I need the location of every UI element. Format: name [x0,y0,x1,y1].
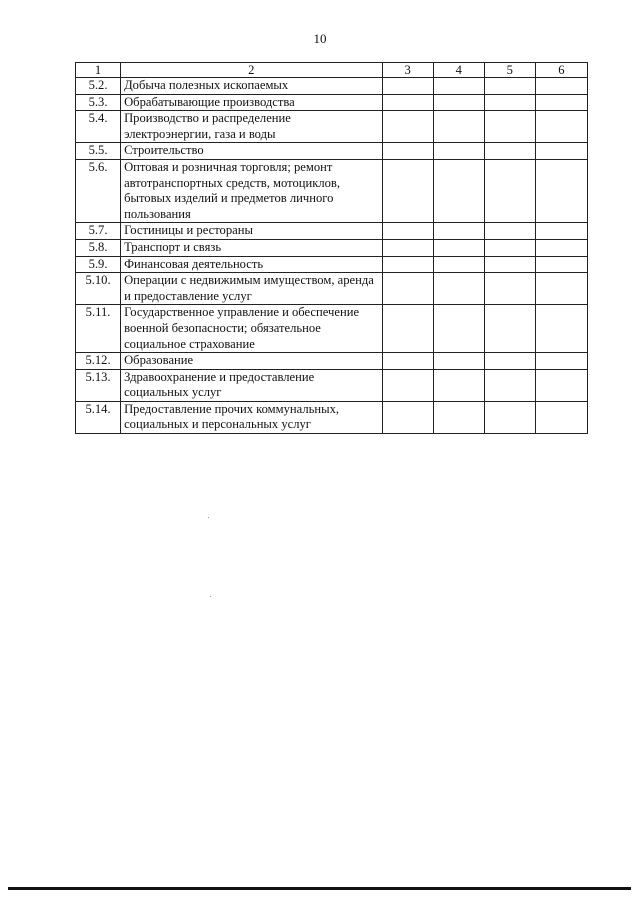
cell-col-5 [484,401,535,433]
cell-col-3 [382,305,433,353]
row-number: 5.7. [76,223,121,240]
table-row [76,273,588,305]
cell-col-6 [535,223,587,240]
cell-col-3 [382,239,433,256]
cell-col-4 [433,353,484,370]
cell-col-5 [484,239,535,256]
row-number: 5.14. [76,401,121,433]
cell-col-5 [484,143,535,160]
cell-col-4 [433,256,484,273]
table-row [76,143,588,160]
cell-col-6 [535,401,587,433]
row-name: Строительство [121,143,383,160]
cell-col-6 [535,305,587,353]
cell-col-6 [535,143,587,160]
cell-col-3 [382,273,433,305]
cell-col-6 [535,273,587,305]
row-number: 5.8. [76,239,121,256]
row-number: 5.4. [76,111,121,143]
row-number: 5.6. [76,159,121,222]
cell-col-6 [535,369,587,401]
cell-col-4 [433,111,484,143]
cell-col-6 [535,111,587,143]
cell-col-6 [535,353,587,370]
row-name: Государственное управление и обеспечение военной безопасности; обязательное социальное страхование [121,305,383,353]
row-name: Производство и распределение электроэнергии, газа и воды [121,111,383,143]
table-row [76,369,588,401]
cell-col-3 [382,256,433,273]
cell-col-5 [484,369,535,401]
bottom-rule [8,887,631,890]
cell-col-6 [535,239,587,256]
row-number: 5.12. [76,353,121,370]
cell-col-3 [382,223,433,240]
row-name: Оптовая и розничная торговля; ремонт автотранспортных средств, мотоциклов, бытовых изделий и предметов личного пользования [121,159,383,222]
table-row [76,256,588,273]
table-row [76,78,588,95]
cell-col-4 [433,369,484,401]
row-name: Гостиницы и рестораны [121,223,383,240]
row-number: 5.11. [76,305,121,353]
row-name: Добыча полезных ископаемых [121,78,383,95]
cell-col-3 [382,369,433,401]
cell-col-4 [433,78,484,95]
scan-speck [208,517,209,518]
row-name: Здравоохранение и предоставление социальных услуг [121,369,383,401]
cell-col-3 [382,159,433,222]
cell-col-5 [484,273,535,305]
cell-col-3 [382,94,433,111]
row-name: Транспорт и связь [121,239,383,256]
row-name: Финансовая деятельность [121,256,383,273]
row-number: 5.9. [76,256,121,273]
cell-col-4 [433,143,484,160]
cell-col-4 [433,223,484,240]
cell-col-5 [484,256,535,273]
scan-speck [210,596,211,597]
table-row [76,223,588,240]
cell-col-3 [382,143,433,160]
page-number: 10 [313,31,327,46]
header-col-4: 4 [433,63,484,78]
row-name: Предоставление прочих коммунальных, социальных и персональных услуг [121,401,383,433]
cell-col-5 [484,94,535,111]
row-name: Обрабатывающие производства [121,94,383,111]
cell-col-6 [535,159,587,222]
row-number: 5.2. [76,78,121,95]
cell-col-6 [535,256,587,273]
table-row [76,401,588,433]
table-header-row [76,63,588,78]
row-number: 5.13. [76,369,121,401]
row-number: 5.10. [76,273,121,305]
header-col-2: 2 [121,63,383,78]
header-col-3: 3 [382,63,433,78]
cell-col-4 [433,305,484,353]
cell-col-4 [433,273,484,305]
row-name: Операции с недвижимым имуществом, аренда и предоставление услуг [121,273,383,305]
cell-col-5 [484,223,535,240]
table-row [76,159,588,222]
table-row [76,111,588,143]
header-col-5: 5 [484,63,535,78]
cell-col-4 [433,94,484,111]
cell-col-5 [484,305,535,353]
table-row [76,94,588,111]
table-row [76,239,588,256]
cell-col-5 [484,111,535,143]
cell-col-3 [382,353,433,370]
cell-col-5 [484,78,535,95]
cell-col-3 [382,78,433,95]
cell-col-5 [484,159,535,222]
table-row [76,353,588,370]
data-table [75,62,588,434]
cell-col-4 [433,401,484,433]
row-name: Образование [121,353,383,370]
header-col-6: 6 [535,63,587,78]
table-row [76,305,588,353]
cell-col-4 [433,159,484,222]
cell-col-6 [535,78,587,95]
header-col-1: 1 [76,63,121,78]
cell-col-6 [535,94,587,111]
cell-col-5 [484,353,535,370]
cell-col-4 [433,239,484,256]
row-number: 5.3. [76,94,121,111]
cell-col-3 [382,111,433,143]
cell-col-3 [382,401,433,433]
row-number: 5.5. [76,143,121,160]
